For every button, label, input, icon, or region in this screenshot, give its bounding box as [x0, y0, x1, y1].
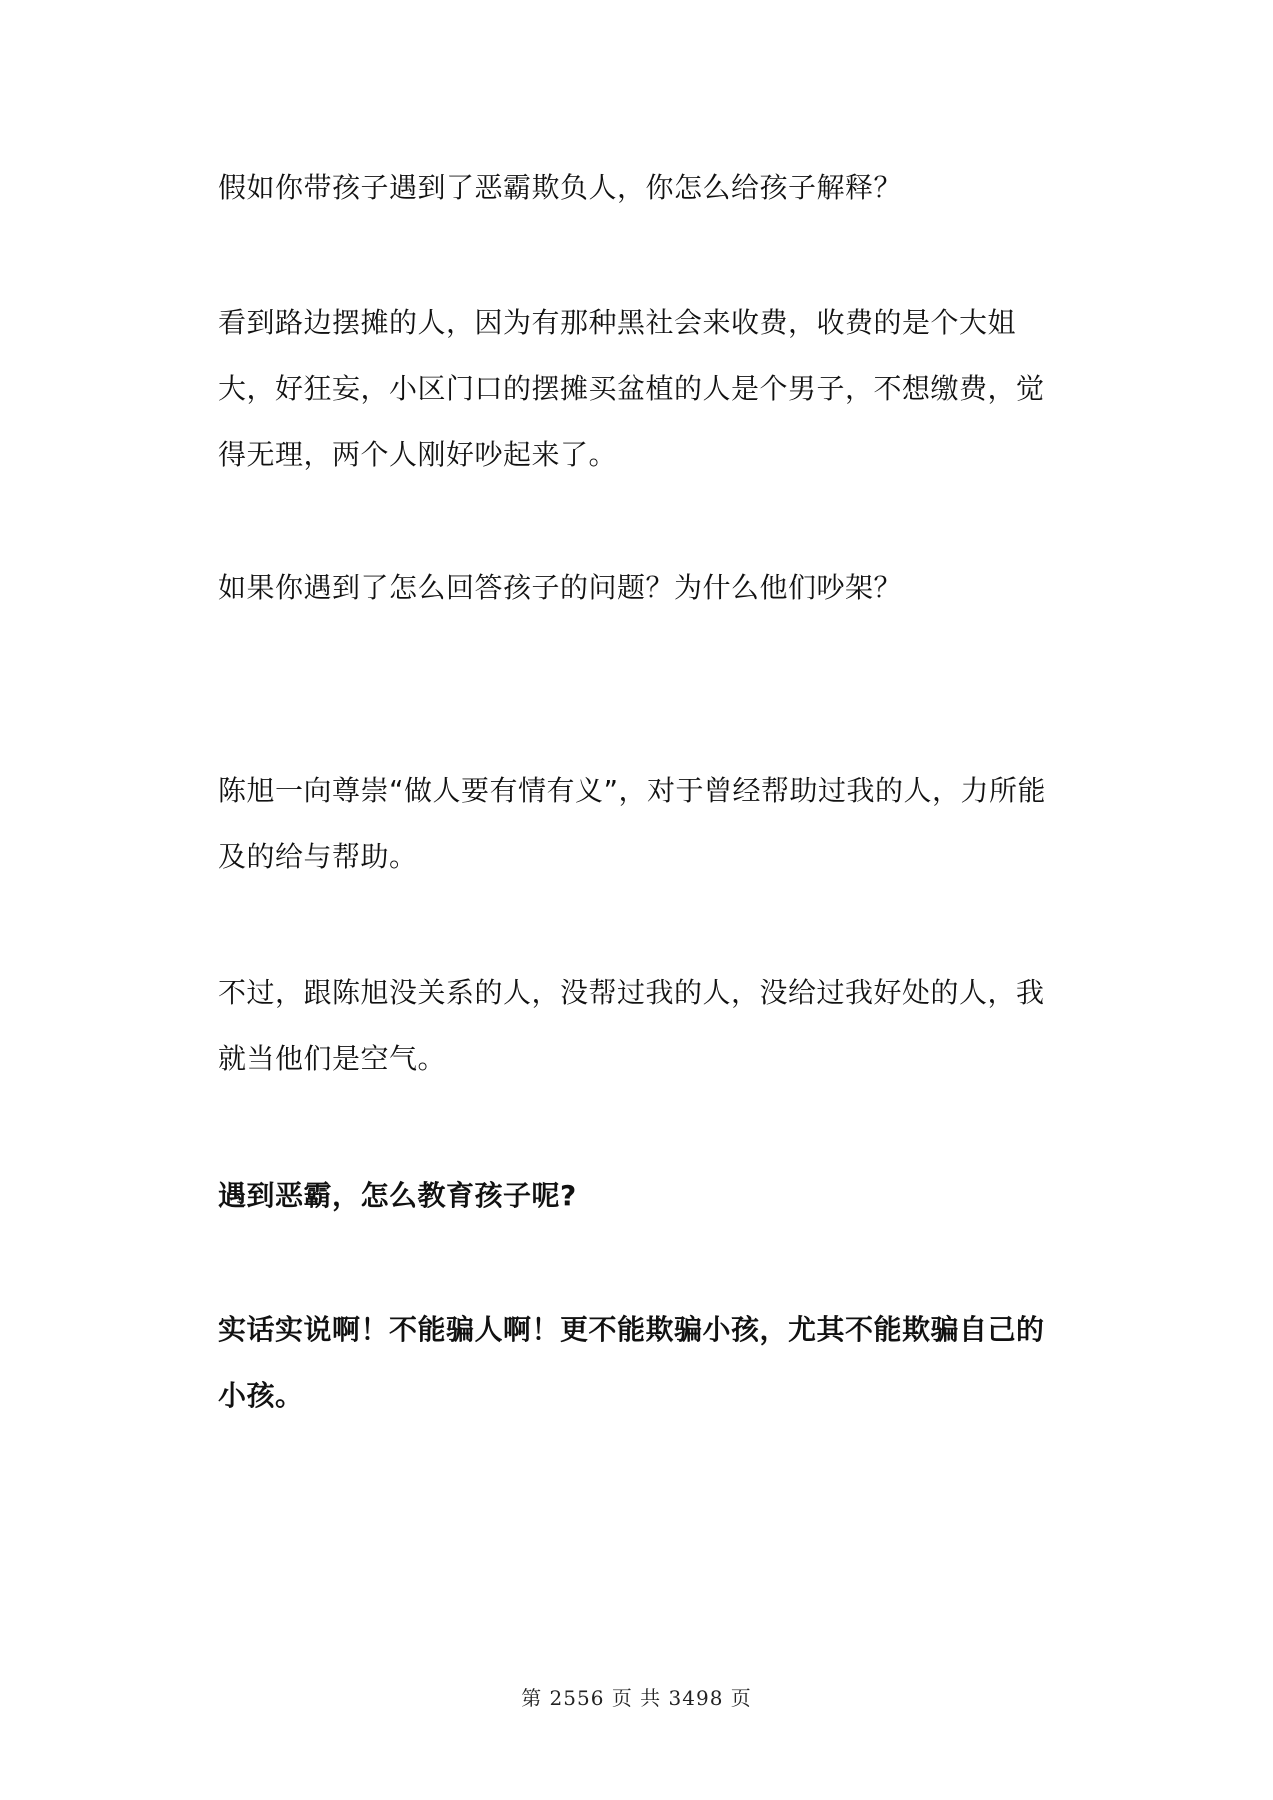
page-number-footer: 第 2556 页 共 3498 页: [521, 1686, 752, 1710]
paragraph-bold-question: 遇到恶霸，怎么教育孩子呢?: [218, 1179, 577, 1212]
paragraph-unrelated-people: 不过，跟陈旭没关系的人，没帮过我的人，没给过我好处的人，我就当他们是空气。: [218, 976, 1045, 1075]
paragraph-street-vendor-story: 看到路边摆摊的人，因为有那种黑社会来收费，收费的是个大姐大，好狂妄，小区门口的摆摊买盆植的人是个男子，不想缴费，觉得无理，两个人刚好吵起来了。: [218, 306, 1045, 471]
paragraph-principle: 陈旭一向尊崇“做人要有情有义”，对于曾经帮助过我的人，力所能及的给与帮助。: [218, 774, 1047, 873]
paragraph-question-intro: 假如你带孩子遇到了恶霸欺负人，你怎么给孩子解释？: [218, 171, 903, 204]
paragraph-bold-answer: 实话实说啊！不能骗人啊！更不能欺骗小孩，尤其不能欺骗自己的小孩。: [218, 1313, 1045, 1412]
paragraph-child-question: 如果你遇到了怎么回答孩子的问题？为什么他们吵架？: [218, 571, 903, 604]
